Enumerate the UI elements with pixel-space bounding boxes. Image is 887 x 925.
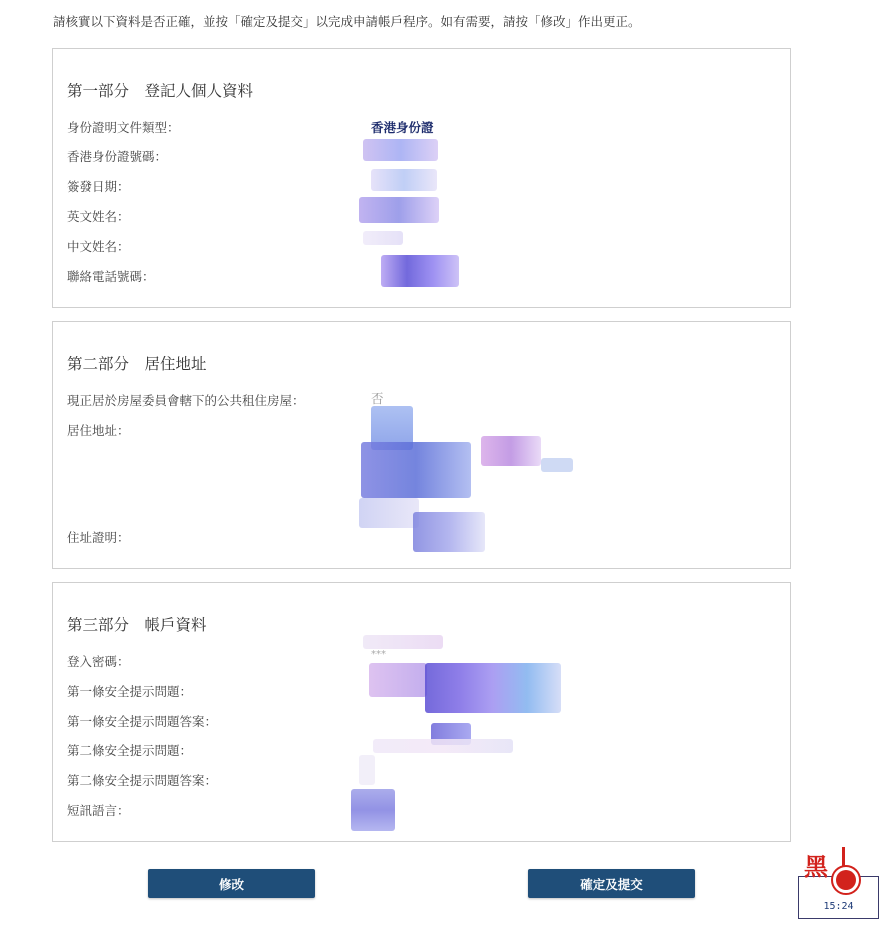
redacted-contact-phone <box>381 255 459 287</box>
redacted-address-block-4 <box>541 458 573 472</box>
widget-time: 15:24 <box>823 901 854 912</box>
label-hkid-number: 香港身份證號碼： <box>67 149 168 164</box>
label-contact-phone: 聯絡電話號碼： <box>67 269 155 284</box>
label-security-answer-2: 第二條安全提示問題答案： <box>67 773 218 788</box>
confirm-submit-button[interactable]: 確定及提交 <box>528 869 695 898</box>
label-residential-address: 居住地址： <box>67 423 130 438</box>
section-personal-info <box>52 48 791 308</box>
redacted-address-block-3 <box>481 436 541 466</box>
redacted-security-question-1-a <box>369 663 427 697</box>
redacted-chinese-name <box>363 231 403 245</box>
label-english-name: 英文姓名： <box>67 209 130 224</box>
redacted-english-name <box>359 197 439 223</box>
label-security-answer-1: 第一條安全提示問題答案： <box>67 714 218 729</box>
redacted-hkid-number <box>363 139 438 161</box>
label-public-housing: 現正居於房屋委員會轄下的公共租住房屋： <box>67 393 305 408</box>
tower-icon <box>842 847 845 867</box>
redacted-security-answer-2 <box>359 755 375 785</box>
label-address-proof: 住址證明： <box>67 530 130 545</box>
redacted-address-block-2 <box>361 442 471 498</box>
redacted-address-block-5 <box>359 498 419 528</box>
value-public-housing: 否 <box>371 391 384 406</box>
redacted-sms-language <box>351 789 395 831</box>
label-chinese-name: 中文姓名： <box>67 239 130 254</box>
intro-instructions: 請核實以下資料是否正確，並按「確定及提交」以完成申請帳戶程序。如有需要，請按「修改」作出更正。 <box>53 14 641 29</box>
section-2-title: 第二部分 居住地址 <box>67 355 207 373</box>
redacted-address-proof <box>413 512 485 552</box>
value-login-password: *** <box>371 649 386 660</box>
section-3-title: 第三部分 帳戶資料 <box>67 616 207 634</box>
redacted-security-question-2-b <box>373 739 513 753</box>
label-security-question-2: 第二條安全提示問題： <box>67 743 193 758</box>
floating-widget[interactable] <box>798 847 879 919</box>
label-issue-date: 簽發日期： <box>67 179 130 194</box>
label-login-password: 登入密碼： <box>67 654 130 669</box>
value-id-type: 香港身份證 <box>371 120 434 135</box>
label-id-type: 身份證明文件類型： <box>67 120 180 135</box>
section-account-info <box>52 582 791 842</box>
modify-button[interactable]: 修改 <box>148 869 315 898</box>
section-residential-address <box>52 321 791 569</box>
redacted-security-question-1-b <box>425 663 561 713</box>
label-security-question-1: 第一條安全提示問題： <box>67 684 193 699</box>
redacted-issue-date <box>371 169 437 191</box>
label-sms-language: 短訊語言： <box>67 803 130 818</box>
mascot-logo-icon: 黑 <box>804 853 828 881</box>
redacted-password-mask <box>363 635 443 649</box>
ball-icon <box>831 865 861 895</box>
section-1-title: 第一部分 登記人個人資料 <box>67 82 254 100</box>
